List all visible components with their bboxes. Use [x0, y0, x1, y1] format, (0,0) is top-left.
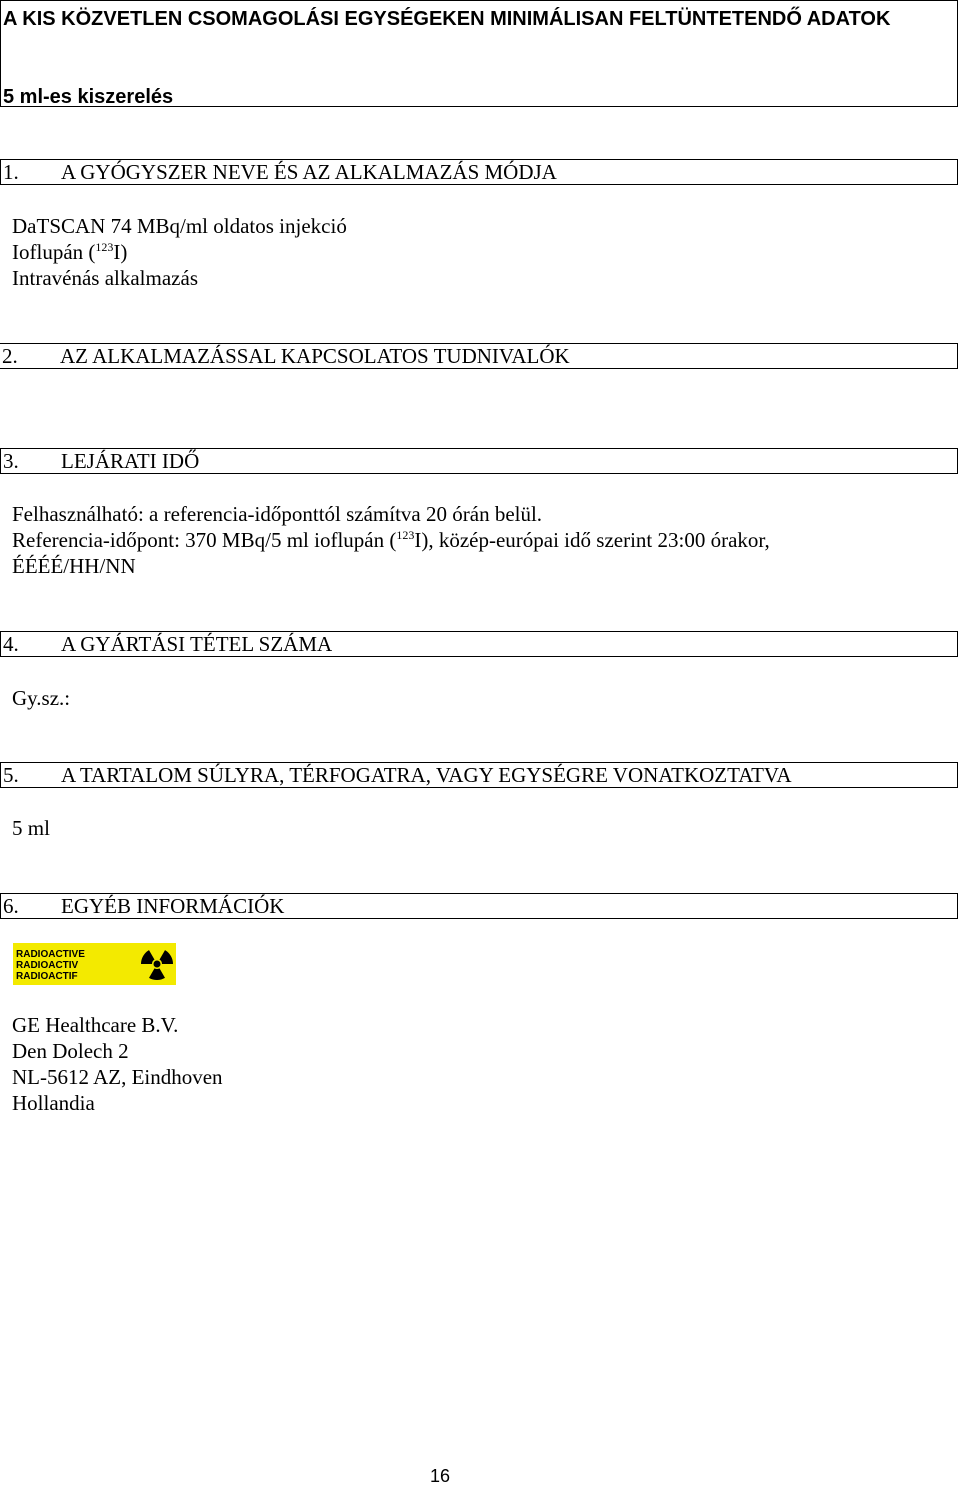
section-title: AZ ALKALMAZÁSSAL KAPCSOLATOS TUDNIVALÓK — [60, 344, 570, 368]
section-title: A GYÓGYSZER NEVE ÉS AZ ALKALMAZÁS MÓDJA — [61, 160, 557, 184]
section-title: EGYÉB INFORMÁCIÓK — [61, 894, 285, 918]
section-number: 2. — [2, 344, 18, 368]
manufacturer-city: NL-5612 AZ, Eindhoven — [12, 1065, 223, 1089]
section-2-heading — [0, 343, 958, 369]
reference-prefix: Referencia-időpont: 370 MBq/5 ml ioflupán ( — [12, 528, 397, 552]
page-number: 16 — [430, 1466, 451, 1486]
radioactive-text-de: RADIOACTIV — [16, 960, 79, 971]
section-5-heading — [0, 762, 958, 788]
header-title: A KIS KÖZVETLEN CSOMAGOLÁSI EGYSÉGEKEN MINIMÁLISAN FELTÜNTETENDŐ ADATOK — [3, 8, 891, 30]
reference-time — [12, 527, 770, 553]
lot-number: Gy.sz.: — [12, 686, 71, 710]
radioactive-text-en: RADIOACTIVE — [16, 949, 85, 960]
section-number: 5. — [3, 763, 19, 787]
section-title: LEJÁRATI IDŐ — [61, 449, 200, 473]
radioactive-text-fr: RADIOACTIF — [16, 971, 78, 982]
manufacturer-name: GE Healthcare B.V. — [12, 1013, 179, 1037]
header-subtitle: 5 ml-es kiszerelés — [3, 86, 174, 108]
isotope-superscript: 123 — [95, 240, 114, 254]
radioactive-label — [13, 943, 176, 985]
reference-suffix: I), közép-európai idő szerint 23:00 órakor, — [414, 528, 770, 552]
header-box — [0, 0, 958, 107]
usable-until: Felhasználható: a referencia-időponttól számítva 20 órán belül. — [12, 502, 543, 526]
section-1-heading — [0, 159, 958, 185]
administration-route: Intravénás alkalmazás — [12, 266, 198, 290]
section-6-heading — [0, 893, 958, 919]
section-number: 6. — [3, 894, 19, 918]
product-name: DaTSCAN 74 MBq/ml oldatos injekció — [12, 214, 347, 238]
section-title: A TARTALOM SÚLYRA, TÉRFOGATRA, VAGY EGYSÉGRE VONATKOZTATVA — [61, 763, 792, 787]
section-4-heading — [0, 631, 958, 657]
section-number: 3. — [3, 449, 19, 473]
manufacturer-country: Hollandia — [12, 1091, 95, 1115]
section-number: 4. — [3, 632, 19, 656]
section-3-heading — [0, 448, 958, 474]
active-substance — [12, 239, 127, 265]
date-format: ÉÉÉÉ/HH/NN — [12, 554, 136, 578]
substance-prefix: Ioflupán ( — [12, 240, 96, 264]
isotope-superscript: 123 — [396, 528, 415, 542]
substance-suffix: I) — [113, 240, 128, 264]
manufacturer-street: Den Dolech 2 — [12, 1039, 129, 1063]
radiation-trefoil-icon — [139, 946, 175, 982]
section-number: 1. — [3, 160, 19, 184]
section-title: A GYÁRTÁSI TÉTEL SZÁMA — [61, 632, 333, 656]
content-volume: 5 ml — [12, 816, 50, 840]
